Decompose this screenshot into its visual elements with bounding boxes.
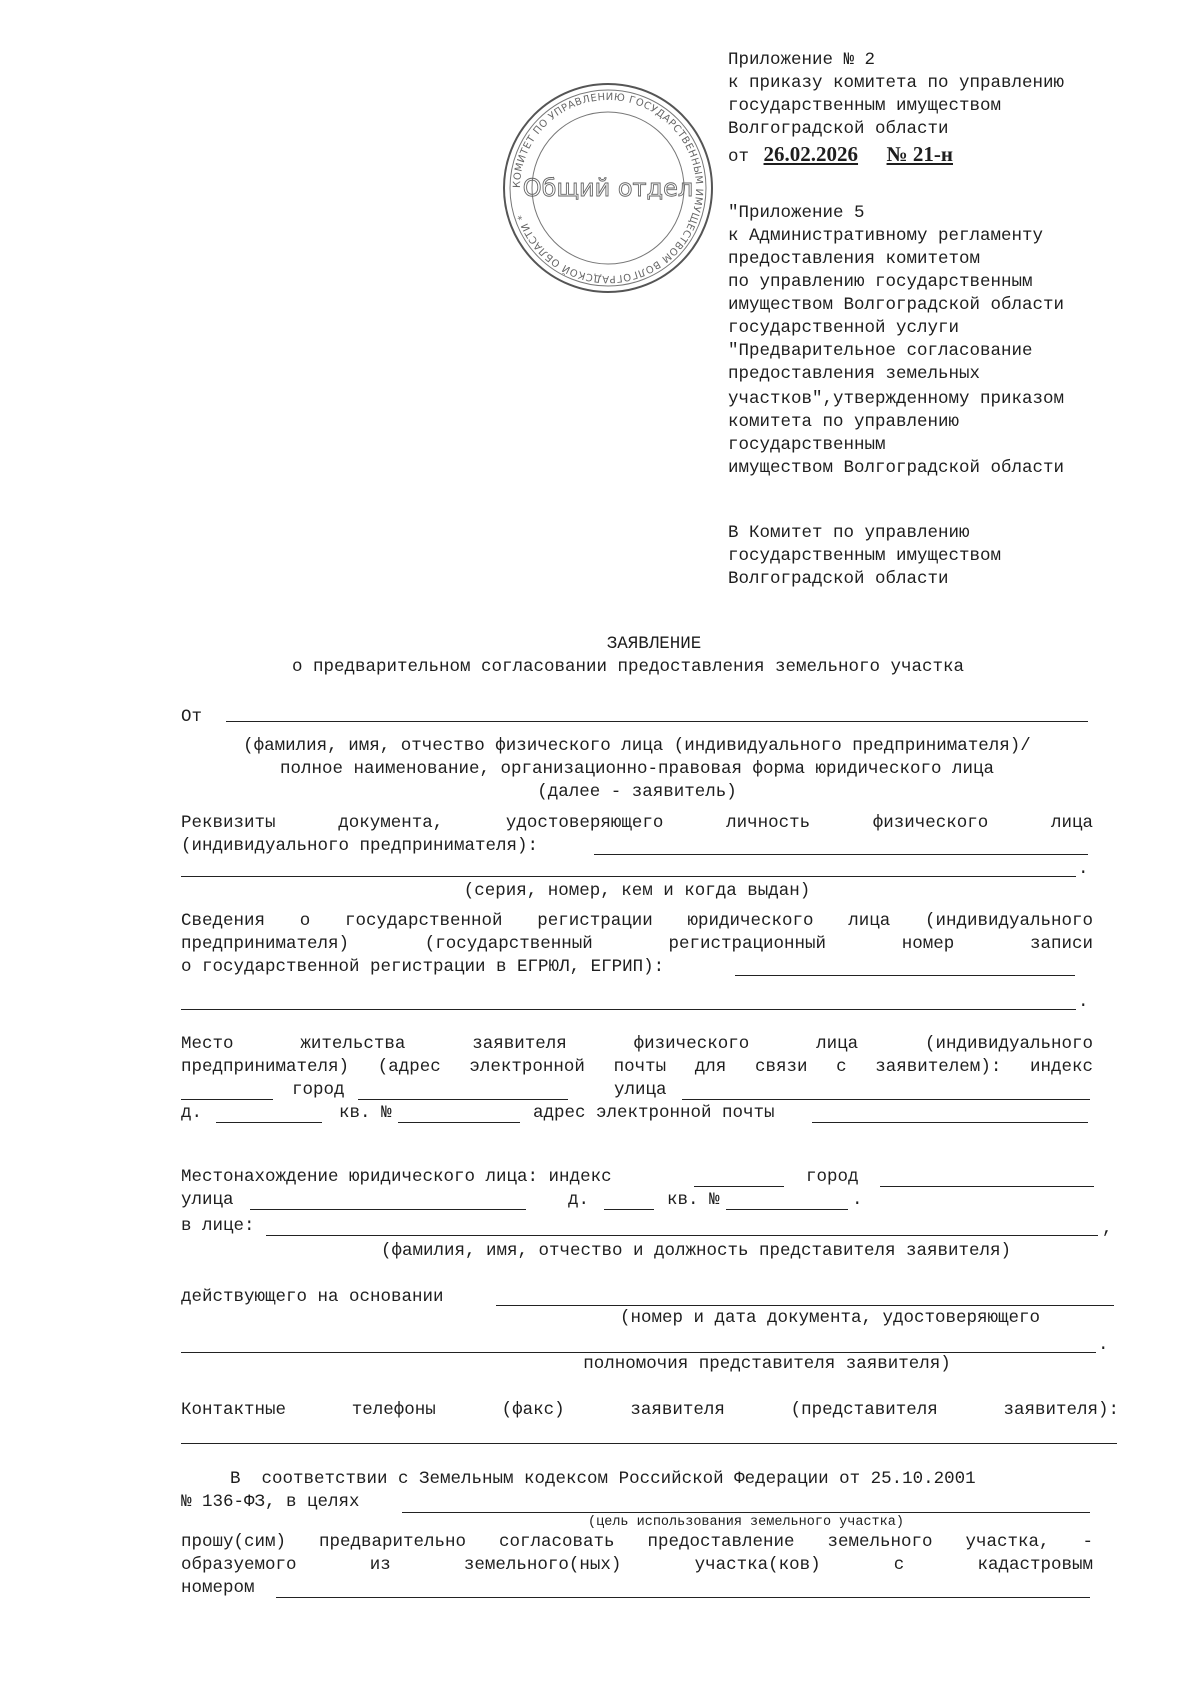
- in-person-label: в лице:: [181, 1216, 255, 1236]
- appendix-line: государственной услуги: [728, 318, 960, 338]
- appendix-line: участков",утвержденному приказом: [728, 389, 1065, 409]
- residence-email-field[interactable]: [812, 1122, 1088, 1123]
- request-line-3: прошу(сим) предварительно согласовать предоставление земельного участка, -: [181, 1532, 1093, 1552]
- period-mark: .: [852, 1190, 863, 1210]
- id-doc-line-2: (индивидуального предпринимателя):: [181, 836, 539, 856]
- contacts-field[interactable]: [181, 1443, 1117, 1444]
- appendix-line: комитета по управлению: [728, 412, 960, 432]
- residence-index-field[interactable]: [181, 1099, 273, 1100]
- addressee-block: [728, 522, 1168, 591]
- appendix-line: по управлению государственным: [728, 272, 1033, 292]
- legal-city-field[interactable]: [880, 1186, 1094, 1187]
- appendix-line: "Приложение 5: [728, 203, 865, 223]
- date-prefix: от: [728, 147, 750, 167]
- id-doc-caption: (серия, номер, кем и когда выдан): [463, 881, 811, 901]
- basis-caption-2: полномочия представителя заявителя): [583, 1354, 951, 1374]
- cadastral-number-field[interactable]: [276, 1597, 1090, 1598]
- header-line-4: Волгоградской области: [728, 119, 949, 139]
- period-mark: .: [1078, 859, 1089, 879]
- legal-index-field[interactable]: [694, 1186, 784, 1187]
- residence-flat-field[interactable]: [398, 1122, 520, 1123]
- period-mark: .: [1098, 1335, 1109, 1355]
- appendix-line: предоставления комитетом: [728, 249, 981, 269]
- header-line-2: к приказу комитета по управлению: [728, 73, 1065, 93]
- comma-mark: ,: [1102, 1219, 1113, 1239]
- appendix-line: имуществом Волгоградской области: [728, 295, 1065, 315]
- period-mark: .: [1078, 992, 1089, 1012]
- addressee-line: В Комитет по управлению: [728, 523, 970, 543]
- legal-house-label: д.: [568, 1190, 590, 1210]
- request-line-4: образуемого из земельного(ных) участка(ков) с кадастровым: [181, 1555, 1093, 1575]
- addressee-line: государственным имуществом: [728, 546, 1002, 566]
- purpose-caption: (цель использования земельного участка): [588, 1515, 904, 1530]
- residence-city-label: город: [292, 1080, 345, 1100]
- id-doc-line-1: Реквизиты документа, удостоверяющего личность физического лица: [181, 813, 1093, 833]
- header-line-1: Приложение № 2: [728, 50, 876, 70]
- residence-line-1: Место жительства заявителя физического лица (индивидуального: [181, 1034, 1093, 1054]
- residence-flat-label: кв. №: [339, 1103, 392, 1123]
- residence-city-field[interactable]: [358, 1099, 568, 1100]
- representative-caption: (фамилия, имя, отчество и должность представителя заявителя): [380, 1241, 1012, 1261]
- stamp-seal: [498, 78, 718, 298]
- request-line-2: № 136-ФЗ, в целях: [181, 1492, 360, 1512]
- reg-line-1: Сведения о государственной регистрации юридического лица (индивидуального: [181, 911, 1093, 931]
- from-field[interactable]: [226, 721, 1088, 722]
- legal-flat-label: кв. №: [667, 1190, 720, 1210]
- legal-location-label: Местонахождение юридического лица: индекс: [181, 1167, 612, 1187]
- legal-house-field[interactable]: [604, 1209, 654, 1210]
- legal-flat-field[interactable]: [726, 1209, 848, 1210]
- header-block: [728, 49, 1168, 169]
- appendix-line: предоставления земельных: [728, 364, 981, 384]
- appendix-line: имуществом Волгоградской области: [728, 458, 1065, 478]
- appendix-block: [728, 202, 1168, 480]
- reg-field-1[interactable]: [735, 975, 1075, 976]
- addressee-line: Волгоградской области: [728, 569, 949, 589]
- legal-street-label: улица: [181, 1190, 234, 1210]
- svg-text:КОМИТЕТ ПО УПРАВЛЕНИЮ ГОСУДАРС: КОМИТЕТ ПО УПРАВЛЕНИЮ ГОСУДАРСТВЕННЫМ ИМУЩЕСТВОМ ВОЛГОГРАДСКОЙ ОБЛАСТИ *: [511, 91, 705, 285]
- order-date: 26.02.2026: [763, 142, 859, 166]
- reg-line-3: о государственной регистрации в ЕГРЮЛ, ЕГРИП):: [181, 957, 665, 977]
- residence-street-label: улица: [614, 1080, 667, 1100]
- legal-street-field[interactable]: [250, 1209, 526, 1210]
- from-caption-1: (фамилия, имя, отчество физического лица (индивидуального предпринимателя)/: [243, 736, 1031, 756]
- residence-street-field[interactable]: [682, 1099, 1090, 1100]
- basis-field[interactable]: [496, 1305, 1114, 1306]
- order-date-line: [728, 143, 1168, 169]
- residence-house-field[interactable]: [216, 1122, 322, 1123]
- residence-line-2: предпринимателя) (адрес электронной почты для связи с заявителем): индекс: [181, 1057, 1093, 1077]
- from-label: От: [181, 707, 203, 727]
- residence-house-label: д.: [181, 1103, 203, 1123]
- header-line-3: государственным имуществом: [728, 96, 1002, 116]
- residence-email-label: адрес электронной почты: [533, 1103, 775, 1123]
- id-doc-field-1[interactable]: [594, 854, 1088, 855]
- contacts-label: Контактные телефоны (факс) заявителя (представителя заявителя):: [181, 1400, 1119, 1420]
- document-subtitle: о предварительном согласовании предоставления земельного участка: [291, 657, 965, 677]
- from-caption-2: полное наименование, организационно-правовая форма юридического лица: [279, 759, 995, 779]
- document-title: ЗАЯВЛЕНИЕ: [606, 634, 702, 654]
- id-doc-field-2[interactable]: [181, 876, 1076, 877]
- svg-text:Общий отдел: Общий отдел: [522, 174, 694, 202]
- order-number: № 21-н: [886, 142, 953, 166]
- basis-caption-1: (номер и дата документа, удостоверяющего: [619, 1308, 1041, 1328]
- reg-line-2: предпринимателя) (государственный регистрационный номер записи: [181, 934, 1093, 954]
- appendix-line: государственным: [728, 435, 886, 455]
- appendix-line: "Предварительное согласование: [728, 341, 1033, 361]
- representative-field[interactable]: [266, 1235, 1098, 1236]
- from-caption-3: (далее - заявитель): [537, 782, 737, 802]
- legal-city-label: город: [806, 1167, 859, 1187]
- basis-label: действующего на основании: [181, 1287, 444, 1307]
- request-line-1: В соответствии с Земельным кодексом Российской Федерации от 25.10.2001: [230, 1469, 976, 1489]
- reg-field-2[interactable]: [181, 1009, 1076, 1010]
- request-line-5: номером: [181, 1578, 255, 1598]
- appendix-line: к Административному регламенту: [728, 226, 1044, 246]
